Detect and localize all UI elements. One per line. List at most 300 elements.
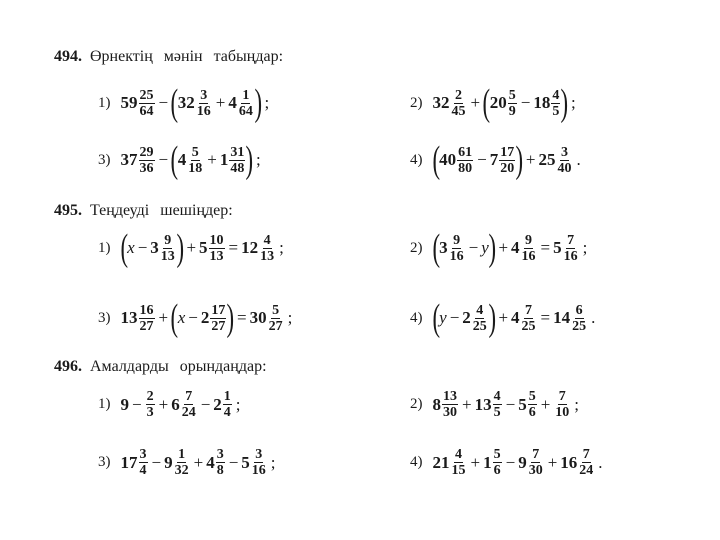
math-expression xyxy=(121,84,270,122)
right-paren: ) xyxy=(254,82,262,124)
math-expression xyxy=(121,229,284,267)
numerator: 61 xyxy=(458,144,473,160)
whole-part: 21 xyxy=(432,452,450,472)
fraction-part xyxy=(499,145,515,176)
variable: y xyxy=(481,238,489,257)
operator: − xyxy=(158,93,169,112)
fraction-part xyxy=(554,389,570,420)
numerator: 16 xyxy=(139,302,154,318)
punctuation: ; xyxy=(264,93,270,112)
problem-494-heading xyxy=(54,48,283,66)
whole-part: 18 xyxy=(533,93,551,112)
right-paren: ) xyxy=(488,297,496,339)
numerator: 29 xyxy=(139,144,154,160)
operator: − xyxy=(505,394,516,414)
numerator: 5 xyxy=(528,389,536,404)
operator: + xyxy=(186,238,197,257)
mixed-number xyxy=(483,447,503,478)
fraction-part xyxy=(578,447,594,478)
numerator: 4 xyxy=(552,87,560,103)
exercise-label: 4) xyxy=(410,309,423,326)
fraction-part xyxy=(223,389,232,420)
denominator: 48 xyxy=(230,160,245,176)
whole-part: 1 xyxy=(219,150,229,169)
punctuation: ; xyxy=(574,394,580,414)
fraction-part xyxy=(216,447,225,478)
denominator: 45 xyxy=(451,103,466,119)
denominator: 30 xyxy=(443,405,457,420)
math-expression xyxy=(433,299,596,337)
math-expression xyxy=(433,141,581,179)
operator: − xyxy=(200,394,211,414)
mixed-number xyxy=(178,88,213,119)
whole-part: 1 xyxy=(483,452,492,472)
fraction-part xyxy=(210,303,226,334)
denominator: 25 xyxy=(472,318,487,334)
numerator: 1 xyxy=(223,389,231,404)
mixed-number xyxy=(511,303,538,334)
fraction-part xyxy=(451,447,467,478)
operator: − xyxy=(132,394,142,414)
denominator: 16 xyxy=(521,248,536,264)
punctuation: ; xyxy=(235,394,241,414)
variable: x xyxy=(127,238,135,257)
mixed-number xyxy=(433,389,460,420)
exercise-label: 1) xyxy=(98,94,111,111)
punctuation: ; xyxy=(256,150,261,169)
right-paren: ) xyxy=(488,227,496,269)
whole-part: 8 xyxy=(432,394,441,414)
operator: − xyxy=(505,452,516,472)
operator: − xyxy=(188,308,198,327)
numerator: 9 xyxy=(164,232,172,248)
numerator: 1 xyxy=(242,87,250,103)
mixed-number xyxy=(533,88,561,119)
exercise-494-2 xyxy=(410,84,576,122)
fraction-part xyxy=(259,233,275,264)
whole-part: 9 xyxy=(518,452,527,472)
whole-part: 4 xyxy=(206,452,215,472)
exercise-label: 1) xyxy=(98,239,111,256)
mixed-number xyxy=(490,88,518,119)
problem-496-heading xyxy=(54,358,267,376)
denominator: 13 xyxy=(260,248,275,264)
fraction-part xyxy=(209,233,225,264)
exercise-label: 1) xyxy=(98,396,111,412)
denominator: 16 xyxy=(251,463,266,478)
fraction-part xyxy=(160,233,176,264)
denominator: 32 xyxy=(174,463,189,478)
fraction-part xyxy=(551,88,560,119)
whole-part: 37 xyxy=(120,150,138,169)
numerator: 4 xyxy=(493,389,501,404)
denominator: 5 xyxy=(552,103,560,119)
left-paren: ( xyxy=(432,139,440,181)
denominator: 25 xyxy=(521,318,536,334)
whole-part: 2 xyxy=(462,308,471,327)
punctuation: ; xyxy=(582,238,588,257)
mixed-number xyxy=(164,447,191,478)
mixed-number xyxy=(553,233,580,264)
exercise-496-3 xyxy=(98,447,276,478)
whole-part: 14 xyxy=(553,308,571,327)
whole-part: 30 xyxy=(249,308,267,327)
mixed-number xyxy=(560,447,595,478)
mixed-number xyxy=(518,447,545,478)
fraction-part xyxy=(493,389,502,420)
mixed-number xyxy=(201,303,228,334)
mixed-number xyxy=(439,145,474,176)
math-expression xyxy=(433,447,603,478)
left-paren: ( xyxy=(432,297,440,339)
operator: − xyxy=(137,238,148,257)
operator: − xyxy=(158,150,169,169)
numerator: 7 xyxy=(567,232,575,248)
fraction-part xyxy=(146,389,155,420)
fraction-part xyxy=(557,145,573,176)
fraction-part xyxy=(268,303,284,334)
denominator: 27 xyxy=(268,318,283,334)
math-expression xyxy=(121,141,261,179)
math-expression xyxy=(433,229,588,267)
mixed-number xyxy=(433,88,468,119)
mixed-number xyxy=(199,233,226,264)
exercise-494-4 xyxy=(410,141,581,179)
mixed-number xyxy=(150,233,177,264)
operator: + xyxy=(158,394,169,414)
numerator: 17 xyxy=(211,302,226,318)
problem-instruction: Амалдарды орындаңдар: xyxy=(90,358,267,375)
denominator: 3 xyxy=(146,405,154,420)
numerator: 2 xyxy=(455,87,462,103)
fraction-part xyxy=(521,303,537,334)
exercise-label: 4) xyxy=(410,454,423,470)
left-paren: ( xyxy=(432,227,440,269)
numerator: 7 xyxy=(532,447,540,462)
whole-part: 4 xyxy=(228,93,237,112)
exercise-label: 2) xyxy=(410,396,423,412)
denominator: 36 xyxy=(139,160,154,176)
fraction-part xyxy=(229,145,245,176)
denominator: 24 xyxy=(579,463,594,478)
denominator: 4 xyxy=(223,405,231,420)
fraction-part xyxy=(139,145,155,176)
fraction-part xyxy=(451,88,467,119)
whole-part: 4 xyxy=(177,150,187,169)
mixed-number xyxy=(518,389,538,420)
punctuation: . xyxy=(598,452,603,472)
fraction-part xyxy=(508,88,517,119)
whole-part: 20 xyxy=(489,93,507,112)
left-paren: ( xyxy=(170,297,179,339)
exercise-label: 3) xyxy=(98,151,111,168)
fraction-part xyxy=(457,145,473,176)
whole-part: 5 xyxy=(199,238,208,257)
mixed-number xyxy=(121,145,156,176)
denominator: 15 xyxy=(451,463,466,478)
whole-part: 3 xyxy=(150,238,159,257)
exercise-494-3 xyxy=(98,141,261,179)
whole-part: 5 xyxy=(241,452,250,472)
whole-part: 13 xyxy=(120,308,138,327)
mixed-number xyxy=(539,145,574,176)
math-expression xyxy=(121,299,293,337)
whole-part: 17 xyxy=(120,452,138,472)
numerator: 7 xyxy=(185,389,193,404)
operator: − xyxy=(520,93,531,112)
whole-part: 9 xyxy=(164,452,173,472)
punctuation: . xyxy=(591,308,596,327)
denominator: 40 xyxy=(557,160,572,176)
exercise-495-2 xyxy=(410,229,587,267)
operator: + xyxy=(547,452,558,472)
fraction-part xyxy=(528,389,537,420)
denominator: 20 xyxy=(500,160,515,176)
problem-number: 495. xyxy=(54,202,82,219)
right-paren: ) xyxy=(226,297,235,339)
punctuation: ; xyxy=(287,308,293,327)
right-paren: ) xyxy=(515,139,524,181)
mixed-number xyxy=(511,233,538,264)
whole-part: 3 xyxy=(439,238,448,257)
numerator: 7 xyxy=(525,302,533,318)
operator: − xyxy=(151,452,162,472)
whole-part: 2 xyxy=(200,308,210,327)
mixed-number xyxy=(439,233,466,264)
punctuation: ; xyxy=(270,452,276,472)
operator: + xyxy=(470,452,481,472)
exercise-495-4 xyxy=(410,299,595,337)
problem-instruction: Өрнектің мәнін табыңдар: xyxy=(90,48,284,65)
numerator: 4 xyxy=(263,232,271,248)
operator: + xyxy=(498,308,509,327)
numerator: 10 xyxy=(209,232,224,248)
math-expression xyxy=(433,84,576,122)
denominator: 64 xyxy=(139,103,154,119)
numerator: 17 xyxy=(500,144,515,160)
integer: 9 xyxy=(120,394,129,414)
whole-part: 59 xyxy=(120,93,138,112)
operator: + xyxy=(470,93,481,112)
whole-part: 5 xyxy=(518,394,527,414)
fraction-part xyxy=(174,447,190,478)
numerator: 3 xyxy=(139,447,147,462)
numerator: 9 xyxy=(453,232,461,248)
fraction-part xyxy=(449,233,465,264)
exercise-label: 3) xyxy=(98,454,111,470)
numerator: 5 xyxy=(493,447,501,462)
exercise-496-4 xyxy=(410,447,603,478)
operator: − xyxy=(449,308,460,327)
fraction xyxy=(145,389,156,420)
whole-part: 13 xyxy=(474,394,492,414)
fraction-part xyxy=(181,389,197,420)
whole-part: 5 xyxy=(553,238,562,257)
operator: = xyxy=(540,238,551,257)
fraction-part xyxy=(139,303,155,334)
mixed-number xyxy=(121,88,156,119)
fraction-part xyxy=(493,447,502,478)
mixed-number xyxy=(220,145,247,176)
exercise-label: 4) xyxy=(410,151,423,168)
whole-part: 32 xyxy=(177,93,195,112)
denominator: 13 xyxy=(160,248,175,264)
fraction-part xyxy=(139,88,155,119)
mixed-number xyxy=(553,303,588,334)
denominator: 16 xyxy=(449,248,464,264)
fraction-part xyxy=(521,233,537,264)
variable: x xyxy=(177,308,186,327)
denominator: 24 xyxy=(181,405,196,420)
problem-number: 496. xyxy=(54,358,82,375)
numerator: 3 xyxy=(200,87,208,103)
fraction-part xyxy=(528,447,544,478)
operator: + xyxy=(215,93,226,112)
whole-part: 4 xyxy=(511,238,520,257)
numerator: 5 xyxy=(272,302,280,318)
mixed-number xyxy=(206,447,226,478)
mixed-number xyxy=(462,303,489,334)
left-paren: ( xyxy=(170,139,179,181)
punctuation: ; xyxy=(279,238,284,257)
denominator: 16 xyxy=(196,103,211,119)
denominator: 16 xyxy=(563,248,578,264)
whole-part: 16 xyxy=(560,452,578,472)
numerator: 1 xyxy=(178,447,186,462)
whole-part: 7 xyxy=(489,150,499,169)
mixed-number xyxy=(121,303,156,334)
punctuation: . xyxy=(576,150,581,169)
denominator: 30 xyxy=(528,463,543,478)
operator: + xyxy=(498,238,509,257)
operator: + xyxy=(540,394,551,414)
numerator: 2 xyxy=(146,389,154,404)
operator: = xyxy=(540,308,551,327)
fraction xyxy=(553,389,571,420)
mixed-number xyxy=(228,88,255,119)
denominator: 13 xyxy=(209,248,224,264)
denominator: 5 xyxy=(493,405,501,420)
numerator: 3 xyxy=(255,447,263,462)
whole-part: 32 xyxy=(432,93,450,112)
fraction-part xyxy=(571,303,587,334)
fraction-part xyxy=(442,389,458,420)
whole-part: 2 xyxy=(213,394,222,414)
exercise-label: 2) xyxy=(410,239,423,256)
numerator: 9 xyxy=(525,232,533,248)
exercise-496-1 xyxy=(98,389,241,420)
denominator: 6 xyxy=(493,463,501,478)
denominator: 80 xyxy=(458,160,473,176)
fraction-part xyxy=(238,88,254,119)
whole-part: 12 xyxy=(241,238,259,257)
mixed-number xyxy=(178,145,205,176)
denominator: 18 xyxy=(188,160,203,176)
mixed-number xyxy=(241,447,268,478)
numerator: 13 xyxy=(443,389,457,404)
mixed-number xyxy=(433,447,468,478)
operator: − xyxy=(468,238,479,257)
denominator: 27 xyxy=(211,318,226,334)
denominator: 25 xyxy=(572,318,587,334)
variable: y xyxy=(439,308,447,327)
fraction-part xyxy=(251,447,267,478)
denominator: 9 xyxy=(508,103,516,119)
mixed-number xyxy=(213,389,233,420)
math-expression xyxy=(121,447,276,478)
mixed-number xyxy=(475,389,503,420)
punctuation: ; xyxy=(571,93,576,112)
numerator: 7 xyxy=(558,389,566,404)
operator: + xyxy=(158,308,169,327)
problem-instruction: Теңдеуді шешіңдер: xyxy=(90,202,233,219)
right-paren: ) xyxy=(176,227,184,269)
numerator: 4 xyxy=(476,302,484,318)
operator: + xyxy=(525,150,536,169)
numerator: 7 xyxy=(582,447,590,462)
fraction-part xyxy=(563,233,579,264)
exercise-495-3 xyxy=(98,299,292,337)
left-paren: ( xyxy=(482,82,491,124)
exercise-label: 2) xyxy=(410,94,423,111)
numerator: 3 xyxy=(216,447,224,462)
operator: = xyxy=(228,238,239,257)
mixed-number xyxy=(241,233,276,264)
problem-495-heading xyxy=(54,202,233,220)
operator: − xyxy=(228,452,239,472)
exercise-label: 3) xyxy=(98,309,111,326)
numerator: 25 xyxy=(139,87,154,103)
left-paren: ( xyxy=(120,227,128,269)
whole-part: 6 xyxy=(171,394,180,414)
operator: − xyxy=(477,150,487,169)
fraction-part xyxy=(139,447,148,478)
denominator: 4 xyxy=(139,463,147,478)
numerator: 31 xyxy=(230,144,245,160)
whole-part: 25 xyxy=(538,150,556,169)
mixed-number xyxy=(121,447,149,478)
numerator: 6 xyxy=(575,302,583,318)
whole-part: 4 xyxy=(511,308,520,327)
numerator: 5 xyxy=(508,87,516,103)
numerator: 4 xyxy=(455,447,462,462)
numerator: 3 xyxy=(561,144,568,160)
mixed-number xyxy=(490,145,517,176)
operator: + xyxy=(193,452,204,472)
denominator: 10 xyxy=(555,405,570,420)
fraction-part xyxy=(196,88,212,119)
denominator: 6 xyxy=(528,405,536,420)
mixed-number xyxy=(171,389,198,420)
denominator: 27 xyxy=(139,318,154,334)
math-expression xyxy=(433,389,580,420)
operator: + xyxy=(462,394,472,414)
denominator: 64 xyxy=(238,103,253,119)
mixed-number xyxy=(250,303,285,334)
operator: + xyxy=(207,150,217,169)
left-paren: ( xyxy=(170,82,179,124)
whole-part: 40 xyxy=(439,150,457,169)
fraction-part xyxy=(187,145,203,176)
exercise-494-1 xyxy=(98,84,269,122)
numerator: 5 xyxy=(191,144,199,160)
fraction-part xyxy=(472,303,488,334)
math-expression xyxy=(121,389,241,420)
denominator: 8 xyxy=(216,463,224,478)
problem-number: 494. xyxy=(54,48,82,65)
exercise-495-1 xyxy=(98,229,284,267)
right-paren: ) xyxy=(245,139,254,181)
